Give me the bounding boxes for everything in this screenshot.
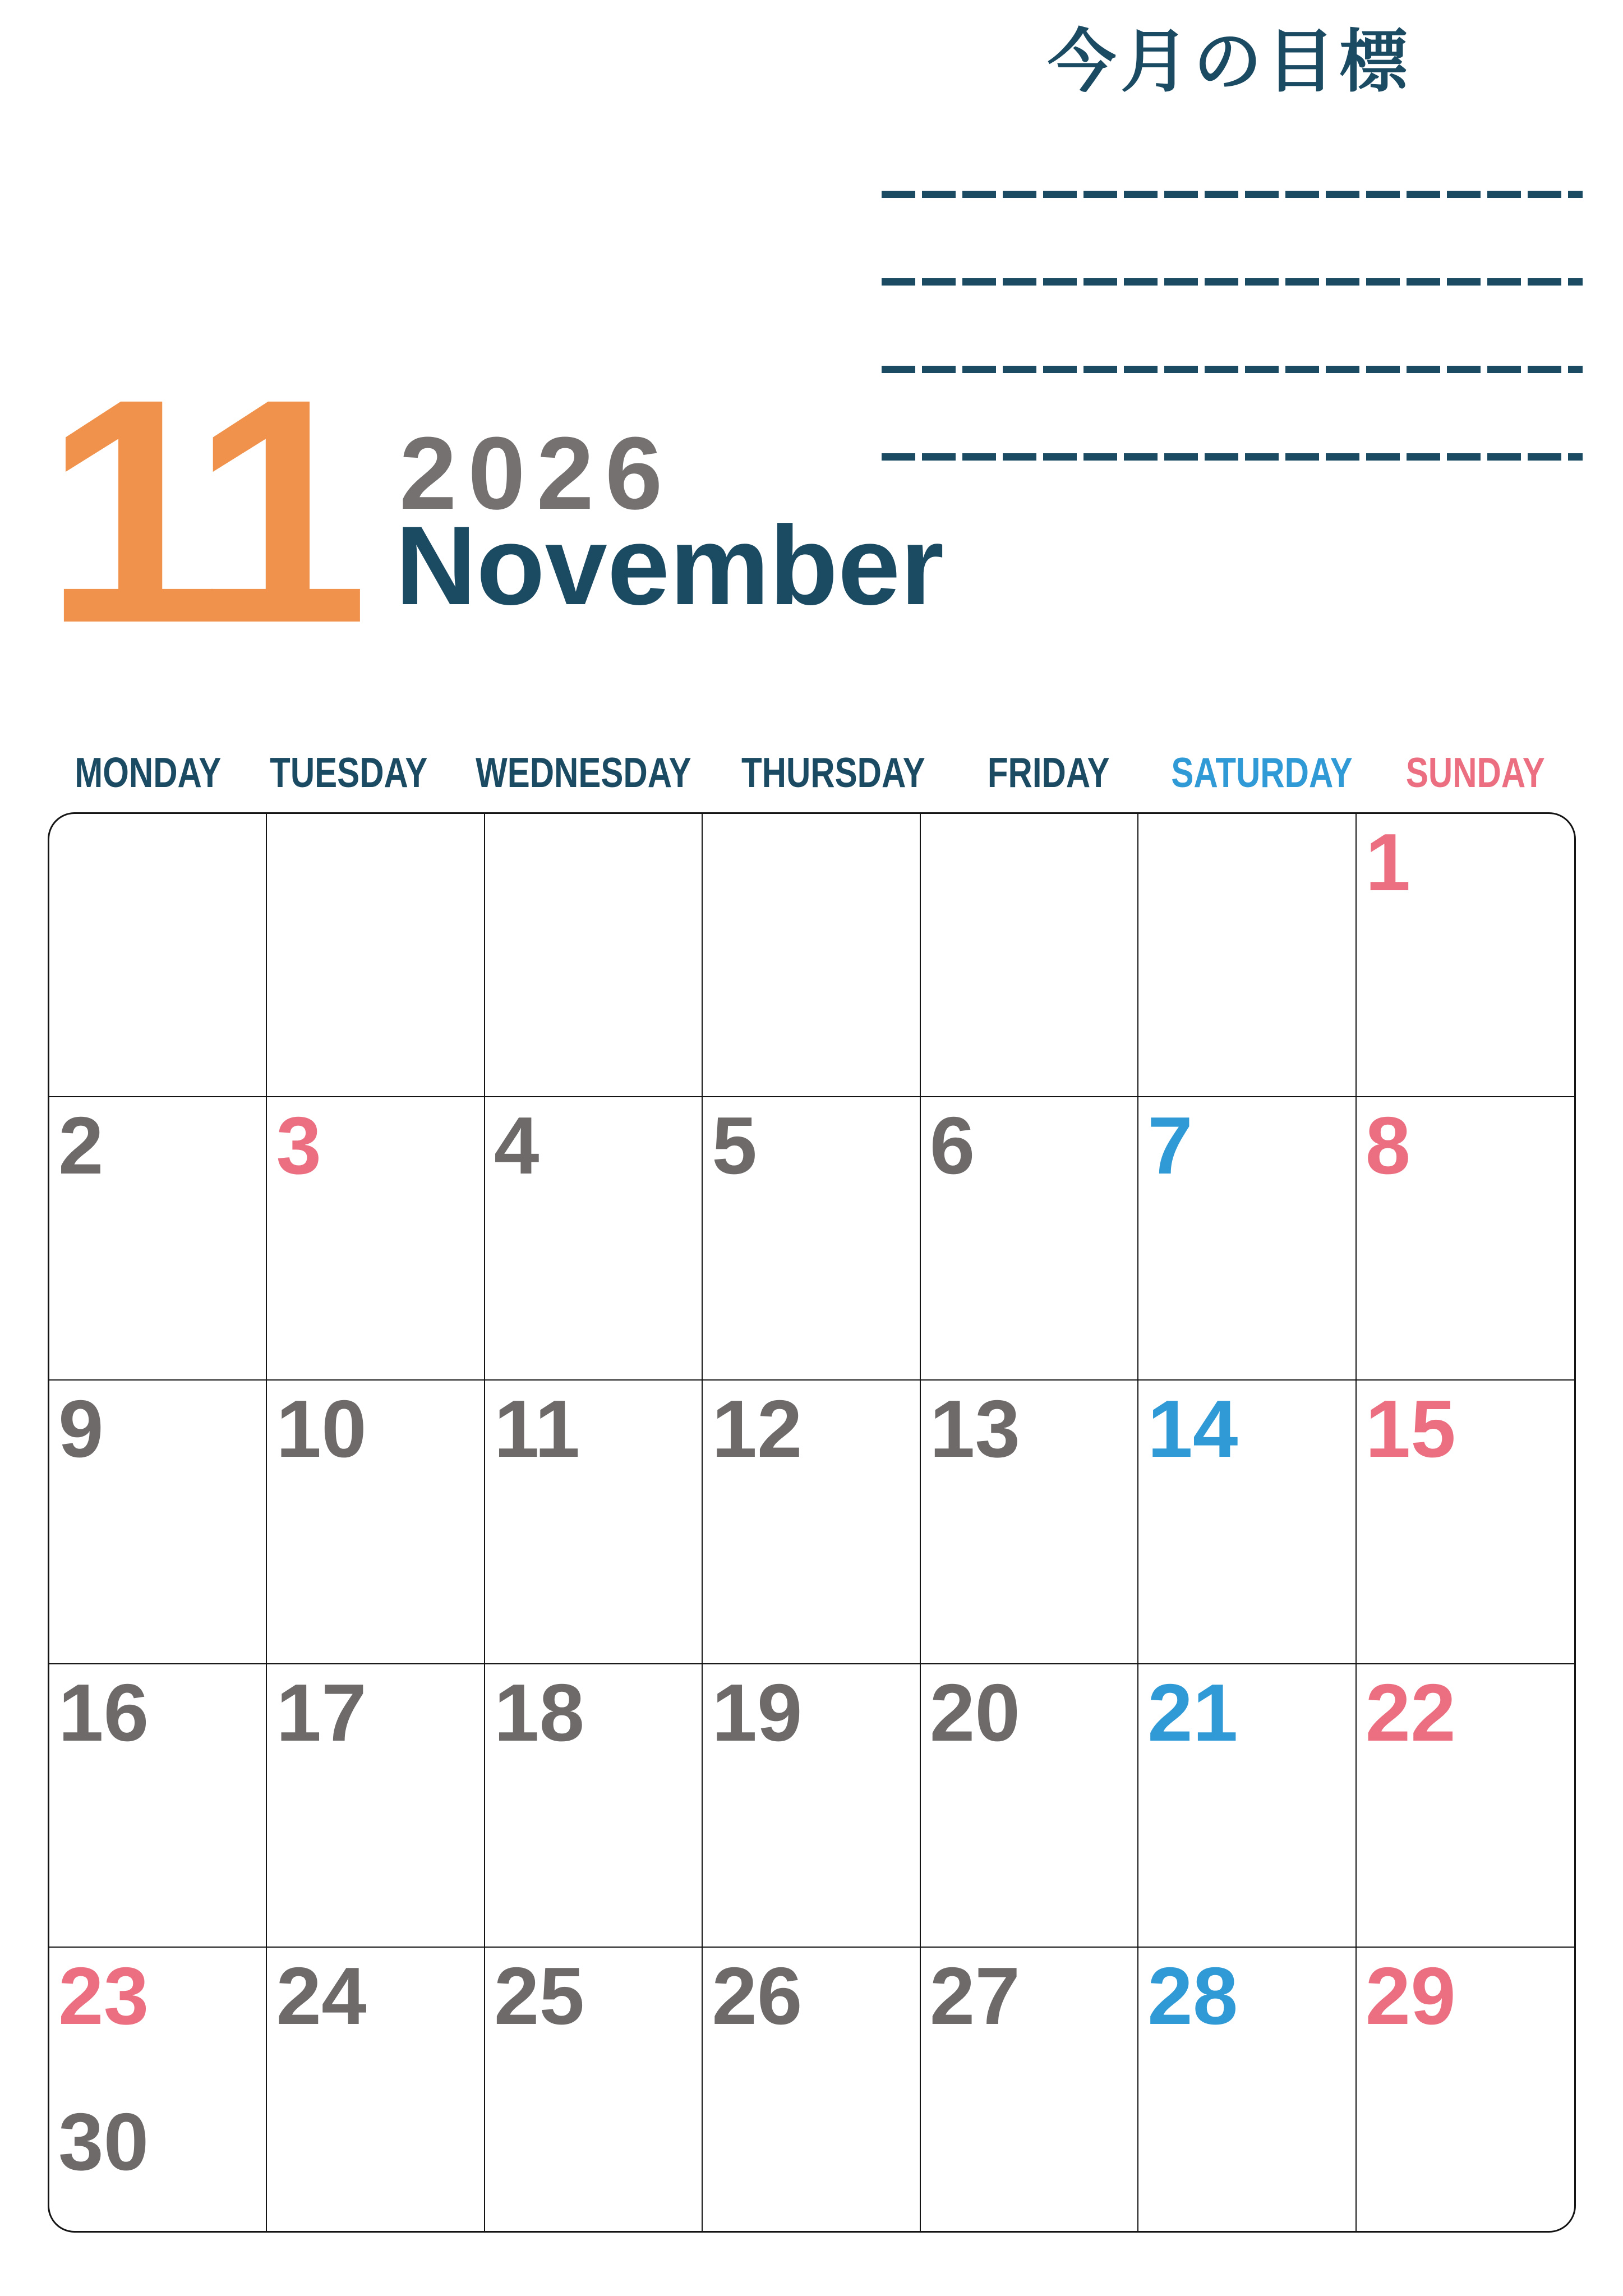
year-label: 2026 xyxy=(399,415,674,531)
day-number: 10 xyxy=(276,1383,367,1475)
day-number: 19 xyxy=(712,1667,803,1758)
day-cell-27 xyxy=(921,1948,1138,2231)
calendar-grid xyxy=(48,812,1576,2233)
month-name: November xyxy=(395,503,944,628)
day-cell-7 xyxy=(1138,1097,1356,1381)
day-cell-2 xyxy=(49,1097,267,1381)
day-cell-empty xyxy=(267,814,485,1097)
day-cell-13 xyxy=(921,1381,1138,1664)
day-cell-25 xyxy=(485,1948,703,2231)
day-number: 16 xyxy=(58,1667,149,1758)
day-cell-18 xyxy=(485,1664,703,1948)
goal-writing-line xyxy=(882,278,1583,286)
day-cell-24 xyxy=(267,1948,485,2231)
day-number: 27 xyxy=(929,1950,1020,2041)
day-cell-21 xyxy=(1138,1664,1356,1948)
weekday-label-friday: FRIDAY xyxy=(987,749,1110,796)
day-number: 6 xyxy=(929,1100,975,1191)
weekday-label-thursday: THURSDAY xyxy=(741,749,925,796)
day-cell-8 xyxy=(1357,1097,1574,1381)
day-number: 7 xyxy=(1147,1100,1193,1191)
weekday-label-sunday: SUNDAY xyxy=(1406,749,1546,796)
day-number: 17 xyxy=(276,1667,367,1758)
day-number: 26 xyxy=(712,1950,803,2041)
day-cell-29 xyxy=(1357,1948,1574,2231)
weekday-header xyxy=(48,749,1576,797)
day-cell-12 xyxy=(703,1381,920,1664)
weekday-label-monday: MONDAY xyxy=(75,749,222,796)
day-number: 20 xyxy=(929,1667,1020,1758)
day-number: 21 xyxy=(1147,1667,1238,1758)
goal-writing-line xyxy=(882,191,1583,198)
day-cell-empty xyxy=(485,814,703,1097)
day-cell-16 xyxy=(49,1664,267,1948)
day-number: 4 xyxy=(494,1100,540,1191)
goal-writing-line xyxy=(882,366,1583,373)
day-number: 5 xyxy=(712,1100,757,1191)
day-cell-15 xyxy=(1357,1381,1574,1664)
weekday-label-wednesday: WEDNESDAY xyxy=(476,749,691,796)
day-number: 22 xyxy=(1365,1667,1456,1758)
day-cell-20 xyxy=(921,1664,1138,1948)
day-cell-1 xyxy=(1357,814,1574,1097)
day-number: 23 xyxy=(58,1950,149,2041)
day-number: 8 xyxy=(1365,1100,1411,1191)
day-number: 13 xyxy=(929,1383,1020,1475)
day-cell-19 xyxy=(703,1664,920,1948)
day-number: 3 xyxy=(276,1100,322,1191)
day-number: 1 xyxy=(1365,817,1411,908)
day-cell-6 xyxy=(921,1097,1138,1381)
day-number: 24 xyxy=(276,1950,367,2041)
day-cell-23 xyxy=(49,1948,267,2231)
day-number: 9 xyxy=(58,1383,104,1475)
day-number: 29 xyxy=(1365,1950,1456,2041)
goal-writing-line xyxy=(882,453,1583,461)
day-cell-22 xyxy=(1357,1664,1574,1948)
day-number: 12 xyxy=(712,1383,803,1475)
day-cell-4 xyxy=(485,1097,703,1381)
day-cell-14 xyxy=(1138,1381,1356,1664)
day-cell-empty xyxy=(921,814,1138,1097)
day-cell-10 xyxy=(267,1381,485,1664)
day-cell-5 xyxy=(703,1097,920,1381)
day-cell-28 xyxy=(1138,1948,1356,2231)
day-cell-empty xyxy=(703,814,920,1097)
day-number: 11 xyxy=(494,1383,580,1475)
day-number-secondary: 30 xyxy=(58,2096,149,2187)
day-cell-11 xyxy=(485,1381,703,1664)
day-cell-17 xyxy=(267,1664,485,1948)
day-cell-empty xyxy=(49,814,267,1097)
day-cell-3 xyxy=(267,1097,485,1381)
month-number: 11 xyxy=(44,332,356,689)
day-number: 25 xyxy=(494,1950,585,2041)
weekday-label-tuesday: TUESDAY xyxy=(269,749,427,796)
day-number: 18 xyxy=(494,1667,585,1758)
day-cell-empty xyxy=(1138,814,1356,1097)
day-number: 2 xyxy=(58,1100,104,1191)
weekday-label-saturday: SATURDAY xyxy=(1171,749,1353,796)
day-number: 28 xyxy=(1147,1950,1238,2041)
day-number: 15 xyxy=(1365,1383,1456,1475)
day-cell-9 xyxy=(49,1381,267,1664)
day-cell-26 xyxy=(703,1948,920,2231)
goal-title: 今月の目標 xyxy=(1048,24,1412,100)
day-number: 14 xyxy=(1147,1383,1238,1475)
